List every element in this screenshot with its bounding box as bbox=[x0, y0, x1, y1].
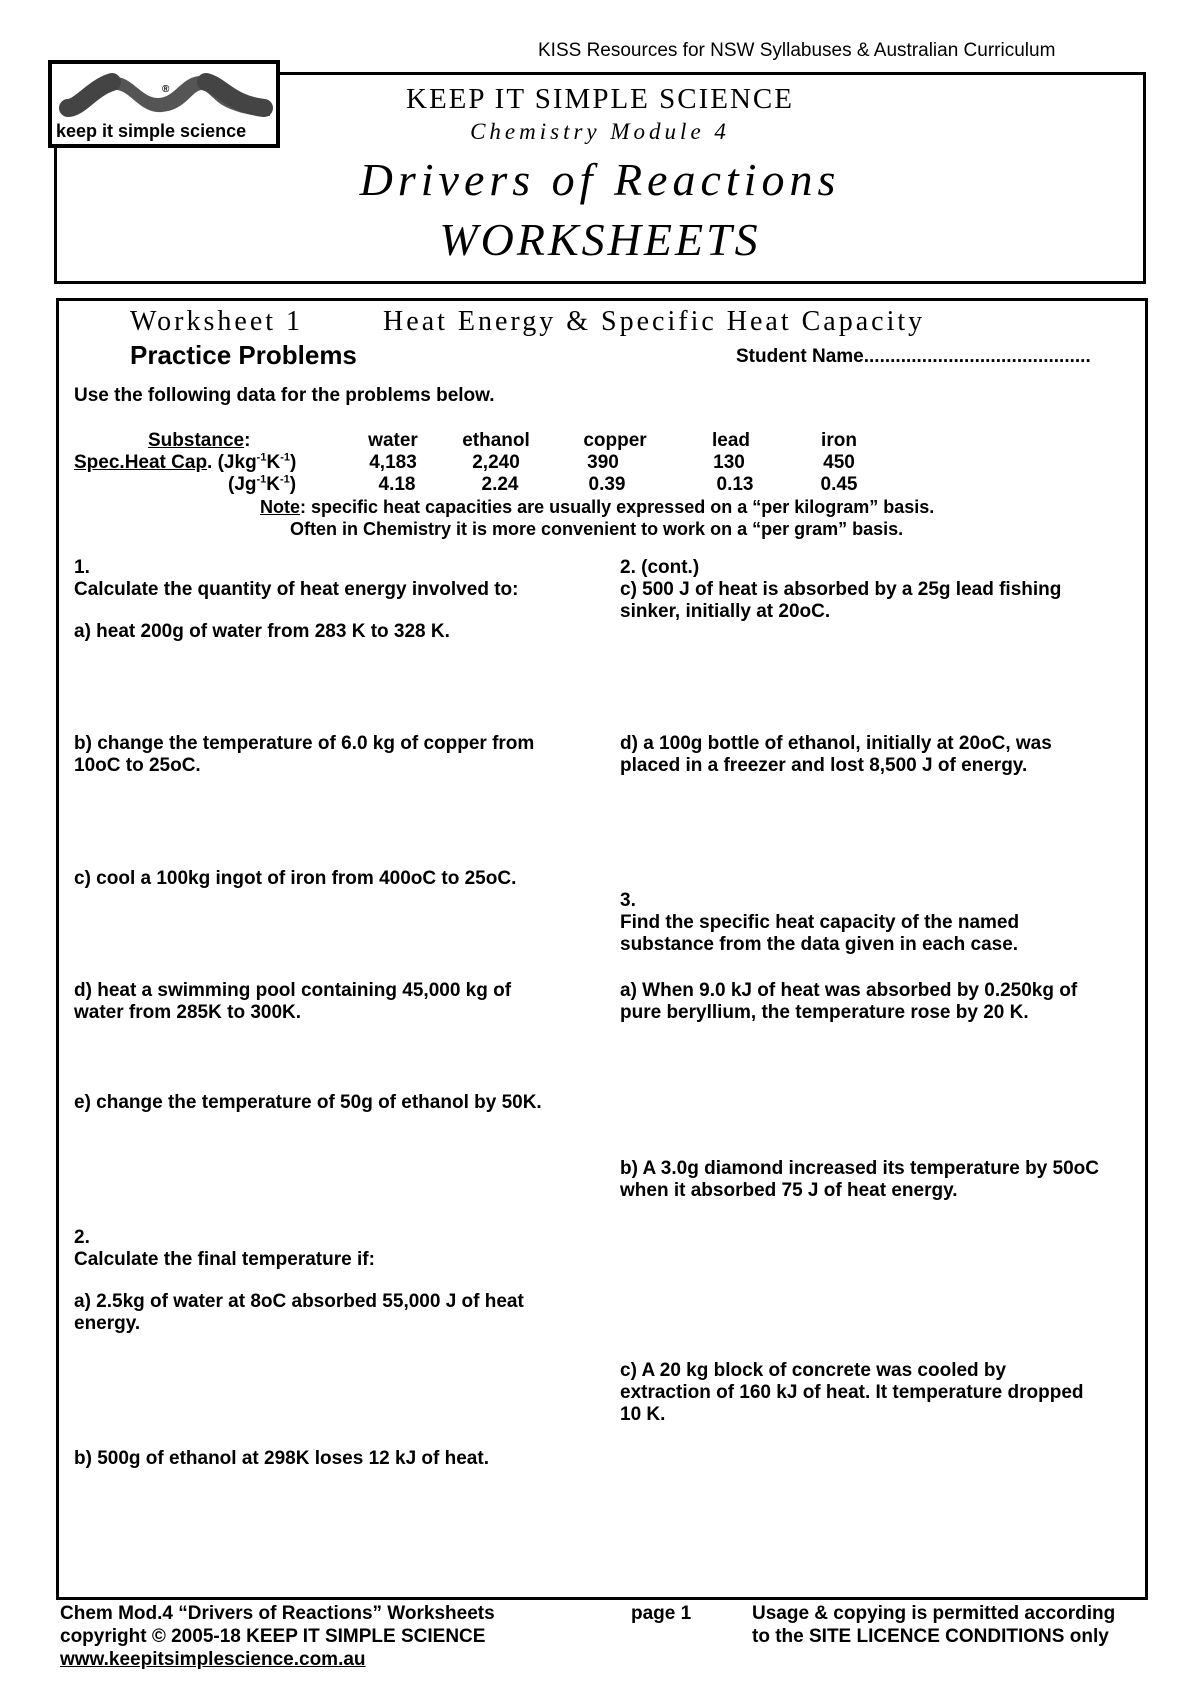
question-1e: e) change the temperature of 50g of ethanol by 50K. bbox=[74, 1092, 542, 1113]
logo-text: keep it simple science bbox=[56, 121, 247, 141]
spec-heat-label-kg: Spec.Heat Cap. $(Jkg^{-1}K^{-1})$ bbox=[74, 451, 297, 473]
section-heading: Practice Problems bbox=[130, 340, 357, 370]
licence-line-2: to the SITE LICENCE CONDITIONS only bbox=[752, 1626, 1109, 1647]
table-header-lead: lead bbox=[711, 430, 751, 451]
table-header-iron: iron bbox=[821, 430, 857, 451]
question-1b: b) change the temperature of 6.0 kg of copper from 10oC to 25oC. bbox=[74, 733, 535, 776]
student-name-field[interactable]: Student Name........................................... bbox=[736, 346, 1091, 367]
footer-title: Chem Mod.4 “Drivers of Reactions” Worksheets bbox=[60, 1603, 495, 1624]
table-cell: 0.45 bbox=[820, 474, 858, 495]
footer-copyright: copyright © 2005-18 KEEP IT SIMPLE SCIENCE bbox=[60, 1626, 486, 1647]
document-title: Drivers of Reactions bbox=[359, 154, 841, 205]
footer-website-link[interactable]: www.keepitsimplescience.com.au bbox=[60, 1649, 366, 1670]
resources-banner: KISS Resources for NSW Syllabuses & Australian Curriculum bbox=[538, 40, 1056, 61]
footer-left bbox=[60, 1602, 495, 1671]
data-intro: Use the following data for the problems below. bbox=[74, 385, 495, 406]
question-2a: a) 2.5kg of water at 8oC absorbed 55,000 J of heat energy. bbox=[74, 1291, 524, 1334]
table-cell: 4,183 bbox=[369, 452, 417, 473]
question-2d: d) a 100g bottle of ethanol, initially at 20oC, was placed in a freezer and lost 8,500 J of energy. bbox=[620, 733, 1052, 776]
question-1d: d) heat a swimming pool containing 45,000 kg of water from 285K to 300K. bbox=[74, 980, 512, 1023]
table-header-water: water bbox=[368, 430, 418, 451]
note-line-2: Often in Chemistry it is more convenient to work on a “per gram” basis. bbox=[290, 519, 904, 539]
question-1a: a) heat 200g of water from 283 K to 328 K. bbox=[74, 621, 450, 642]
table-cell: 450 bbox=[823, 452, 855, 473]
page-number: page 1 bbox=[631, 1603, 692, 1624]
table-cell: 390 bbox=[587, 452, 619, 473]
table-cell: 0.13 bbox=[716, 474, 754, 495]
worksheet-topic: Heat Energy & Specific Heat Capacity bbox=[383, 306, 926, 337]
footer-right bbox=[752, 1602, 1115, 1648]
spec-heat-label-g: $(Jg^{-1}K^{-1})$ bbox=[228, 473, 297, 495]
substance-label: Substance: bbox=[148, 430, 251, 451]
kiss-logo bbox=[48, 60, 280, 148]
table-header-ethanol: ethanol bbox=[462, 430, 530, 451]
worksheet-number: Worksheet 1 bbox=[130, 306, 304, 337]
table-cell: 2.24 bbox=[481, 474, 519, 495]
licence-line-1: Usage & copying is permitted according bbox=[752, 1603, 1116, 1624]
note-line-1: Note: specific heat capacities are usually expressed on a “per kilogram” basis. bbox=[260, 497, 935, 517]
question-2-intro: 2. Calculate the final temperature if: bbox=[74, 1227, 375, 1270]
table-cell: 4.18 bbox=[378, 474, 416, 495]
question-3c: c) A 20 kg block of concrete was cooled by extraction of 160 kJ of heat. It temperature dropped 10 K. bbox=[620, 1360, 1084, 1425]
worksheet-heading bbox=[130, 306, 925, 338]
table-cell: 0.39 bbox=[588, 474, 626, 495]
question-3a: a) When 9.0 kJ of heat was absorbed by 0.250kg of pure beryllium, the temperature rose by 20 K. bbox=[620, 980, 1078, 1023]
table-cell: 130 bbox=[713, 452, 745, 473]
module-title: Chemistry Module 4 bbox=[470, 119, 730, 144]
question-1c: c) cool a 100kg ingot of iron from 400oC to 25oC. bbox=[74, 868, 517, 889]
document-subtitle: WORKSHEETS bbox=[439, 214, 761, 265]
table-cell: 2,240 bbox=[472, 452, 520, 473]
question-3b: b) A 3.0g diamond increased its temperature by 50oC when it absorbed 75 J of heat energy. bbox=[620, 1158, 1099, 1201]
question-2c: 2. (cont.) c) 500 J of heat is absorbed by a 25g lead fishing sinker, initially at 20oC. bbox=[620, 557, 1062, 622]
brand-title: KEEP IT SIMPLE SCIENCE bbox=[406, 83, 794, 115]
question-2b: b) 500g of ethanol at 298K loses 12 kJ of heat. bbox=[74, 1448, 489, 1469]
table-header-copper: copper bbox=[583, 430, 647, 451]
registered-mark: ® bbox=[162, 84, 170, 95]
question-1-intro: 1. Calculate the quantity of heat energy involved to: bbox=[74, 557, 519, 600]
question-3-intro: 3. Find the specific heat capacity of the named substance from the data given in each case. bbox=[620, 890, 1020, 955]
